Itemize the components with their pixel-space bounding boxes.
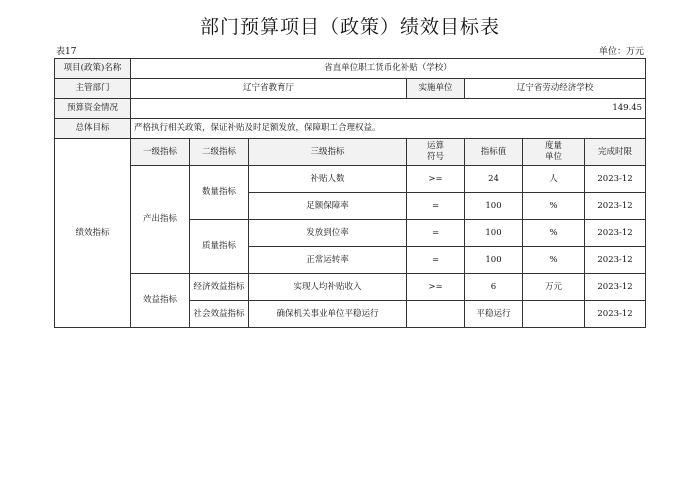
- performance-table: [54, 58, 646, 328]
- indicator-value: 100: [465, 247, 523, 274]
- budget-row: [55, 99, 646, 119]
- indicator-name: 补贴人数: [249, 166, 407, 193]
- indicator-time: 2023-12: [585, 220, 646, 247]
- goal-label: 总体目标: [55, 119, 131, 139]
- header-level3: 三级指标: [249, 139, 407, 166]
- indicator-value: 100: [465, 220, 523, 247]
- indicator-time: 2023-12: [585, 193, 646, 220]
- header-unit: [523, 139, 585, 166]
- header-operator: [407, 139, 465, 166]
- indicator-time: 2023-12: [585, 301, 646, 328]
- group-quantity: 数量指标: [190, 166, 249, 220]
- header-unit-line1: 度量: [544, 141, 562, 151]
- indicator-unit: %: [523, 247, 585, 274]
- indicator-unit: 人: [523, 166, 585, 193]
- indicator-row: [55, 274, 646, 301]
- table-code: 表17: [56, 47, 77, 57]
- indicator-time: 2023-12: [585, 274, 646, 301]
- indicator-operator: =: [407, 193, 465, 220]
- indicator-name: 发放到位率: [249, 220, 407, 247]
- group-output: 产出指标: [131, 166, 190, 274]
- group-benefit: 效益指标: [131, 274, 190, 328]
- indicator-name: 足额保障率: [249, 193, 407, 220]
- project-name-value: 省直单位职工货币化补贴（学校）: [131, 59, 646, 79]
- impl-value: 辽宁省劳动经济学校: [465, 79, 646, 99]
- budget-value: 149.45: [131, 99, 646, 119]
- header-operator-line2: 符号: [426, 152, 444, 162]
- indicator-name: 实现人均补贴收入: [249, 274, 407, 301]
- dept-label: 主管部门: [55, 79, 131, 99]
- indicator-unit: [523, 301, 585, 328]
- indicator-name: 确保机关事业单位平稳运行: [249, 301, 407, 328]
- indicator-operator: =: [407, 220, 465, 247]
- group-social: 社会效益指标: [190, 301, 249, 328]
- header-unit-line2: 单位: [544, 152, 562, 162]
- page-title: 部门预算项目（政策）绩效目标表: [199, 16, 500, 38]
- indicator-value: 6: [465, 274, 523, 301]
- indicator-operator: =: [407, 247, 465, 274]
- perf-label: 绩效指标: [55, 139, 131, 328]
- indicator-value: 平稳运行: [465, 301, 523, 328]
- budget-label: 预算资金情况: [55, 99, 131, 119]
- department-row: [55, 79, 646, 99]
- header-time: 完成时限: [585, 139, 646, 166]
- project-name-row: [55, 59, 646, 79]
- header-level1: 一级指标: [131, 139, 190, 166]
- currency-unit: 单位：万元: [598, 47, 644, 57]
- indicator-value: 100: [465, 193, 523, 220]
- indicator-operator: >=: [407, 166, 465, 193]
- indicator-operator: >=: [407, 274, 465, 301]
- indicator-unit: %: [523, 220, 585, 247]
- group-economic: 经济效益指标: [190, 274, 249, 301]
- indicator-name: 正常运转率: [249, 247, 407, 274]
- dept-value: 辽宁省教育厅: [131, 79, 407, 99]
- indicator-header-row: [55, 139, 646, 166]
- header-operator-line1: 运算: [426, 141, 444, 151]
- indicator-time: 2023-12: [585, 247, 646, 274]
- goal-row: [55, 119, 646, 139]
- group-quality: 质量指标: [190, 220, 249, 274]
- impl-label: 实施单位: [407, 79, 465, 99]
- indicator-operator: [407, 301, 465, 328]
- indicator-value: 24: [465, 166, 523, 193]
- indicator-unit: %: [523, 193, 585, 220]
- header-level2: 二级指标: [190, 139, 249, 166]
- project-name-label: 项目(政策)名称: [55, 59, 131, 79]
- header-value: 指标值: [465, 139, 523, 166]
- indicator-unit: 万元: [523, 274, 585, 301]
- indicator-time: 2023-12: [585, 166, 646, 193]
- goal-value: 严格执行相关政策，保证补贴及时足额发放，保障职工合理权益。: [131, 119, 646, 139]
- indicator-row: [55, 166, 646, 193]
